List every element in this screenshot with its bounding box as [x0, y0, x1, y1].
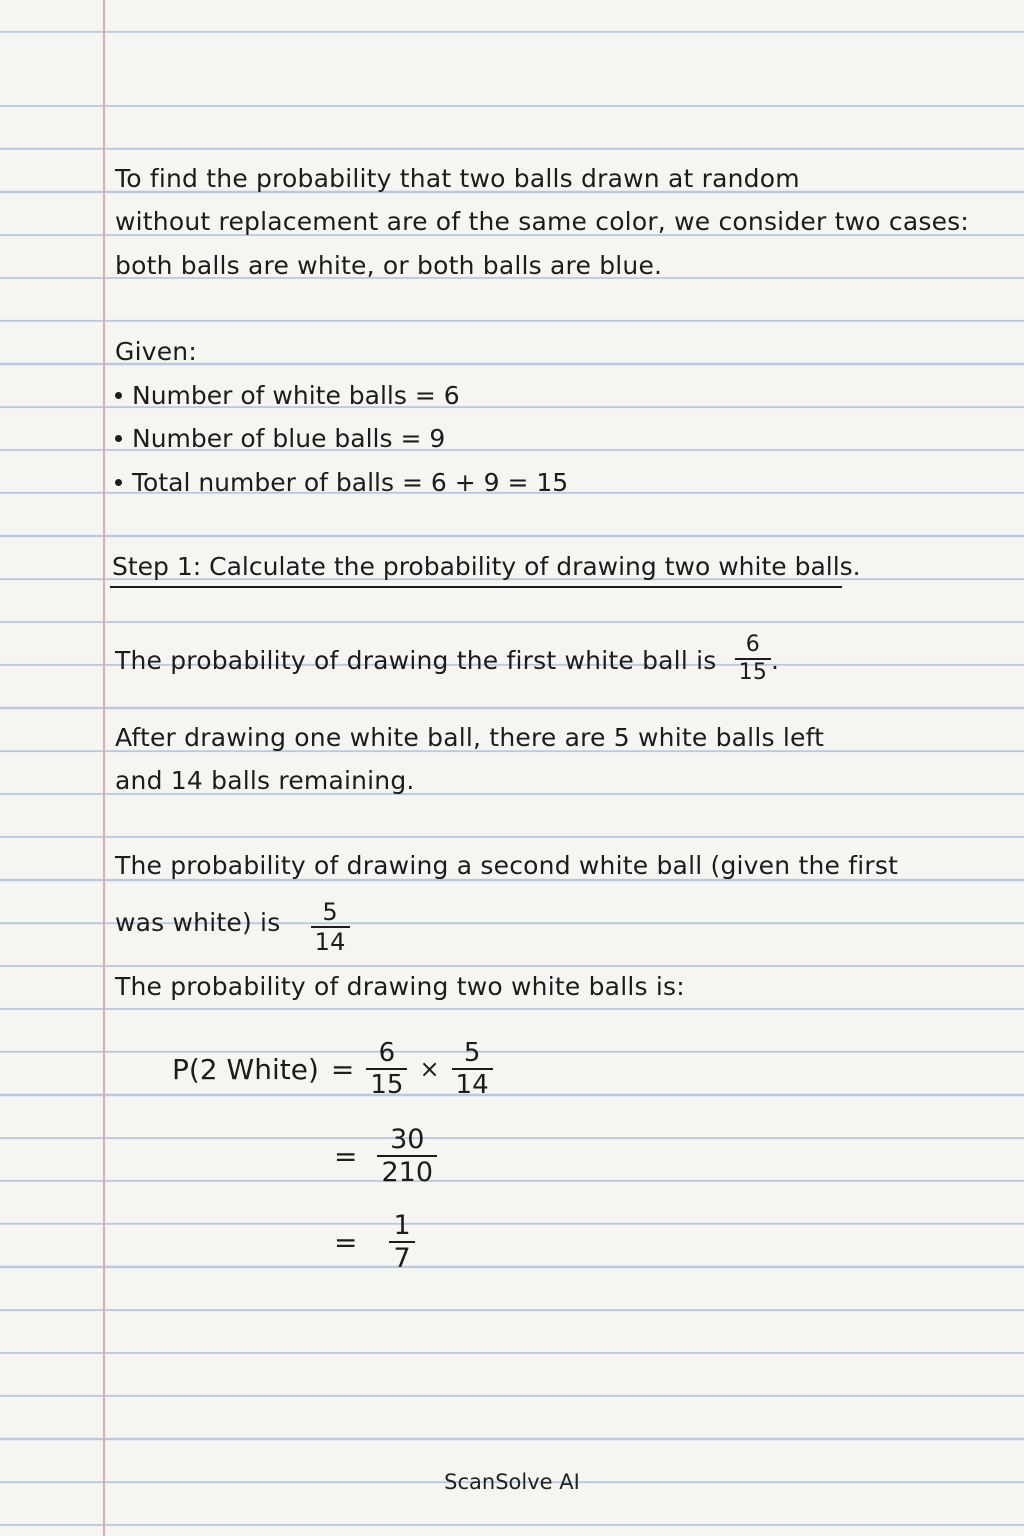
footer-brand: ScanSolve AI [444, 1470, 580, 1494]
fraction-numerator: 6 [735, 634, 771, 660]
equation-lhs: P(2 White) [172, 1052, 319, 1086]
given-item-blue [115, 424, 445, 454]
first-white-prob [115, 632, 780, 685]
fraction-denominator: 15 [738, 660, 768, 685]
step-1-heading: Step 1: Calculate the probability of drawing two white balls. [112, 552, 861, 581]
after-draw-line-1: After drawing one white ball, there are 5 white balls left [115, 723, 825, 752]
given-item-text: Number of white balls = 6 [132, 381, 460, 410]
fraction-6-15 [366, 1040, 407, 1098]
bullet-icon [115, 479, 122, 486]
equation-row-2 [322, 1126, 437, 1186]
bullet-icon [115, 435, 122, 442]
step-1-underline [110, 586, 842, 588]
equation-row-1 [172, 1040, 493, 1098]
bullet-icon [115, 392, 122, 399]
given-item-total [115, 468, 568, 498]
fraction-numerator: 6 [366, 1040, 407, 1070]
given-item-text: Number of blue balls = 9 [132, 424, 446, 453]
intro-line-2: without replacement are of the same color, we consider two cases: [115, 207, 970, 236]
fraction-denominator: 210 [381, 1157, 434, 1188]
fraction-numerator: 5 [452, 1040, 493, 1070]
fraction-numerator: 1 [389, 1212, 414, 1243]
equals-sign: = [334, 1225, 358, 1259]
equals-sign: = [334, 1139, 358, 1173]
fraction-1-7 [389, 1212, 414, 1272]
fraction-5-14 [311, 900, 350, 954]
second-white-line-2 [115, 894, 350, 954]
fraction-numerator: 5 [311, 900, 350, 928]
after-draw-line-2: and 14 balls remaining. [115, 766, 415, 795]
fraction-denominator: 14 [314, 928, 346, 956]
second-white-text: was white) is [115, 908, 281, 937]
notebook-margin-line [103, 0, 105, 1536]
fraction-denominator: 15 [370, 1070, 404, 1100]
intro-line-3: both balls are white, or both balls are blue. [115, 251, 663, 280]
given-title: Given: [115, 337, 197, 366]
times-sign: × [419, 1055, 440, 1083]
given-item-white [115, 381, 460, 411]
fraction-denominator: 7 [393, 1243, 411, 1274]
first-white-prob-text: The probability of drawing the first white ball is [115, 646, 717, 675]
period: . [771, 646, 780, 675]
fraction-6-15 [735, 634, 771, 684]
equation-row-3 [322, 1212, 415, 1272]
second-white-line-1: The probability of drawing a second white ball (given the first [115, 851, 899, 880]
fraction-30-210 [377, 1126, 437, 1186]
two-white-intro: The probability of drawing two white balls is: [115, 972, 685, 1001]
given-item-text: Total number of balls = 6 + 9 = 15 [132, 468, 569, 497]
fraction-numerator: 30 [377, 1126, 437, 1157]
fraction-denominator: 14 [455, 1070, 489, 1100]
fraction-5-14 [452, 1040, 493, 1098]
intro-line-1: To find the probability that two balls drawn at random [115, 164, 800, 193]
equals-sign: = [330, 1052, 355, 1086]
